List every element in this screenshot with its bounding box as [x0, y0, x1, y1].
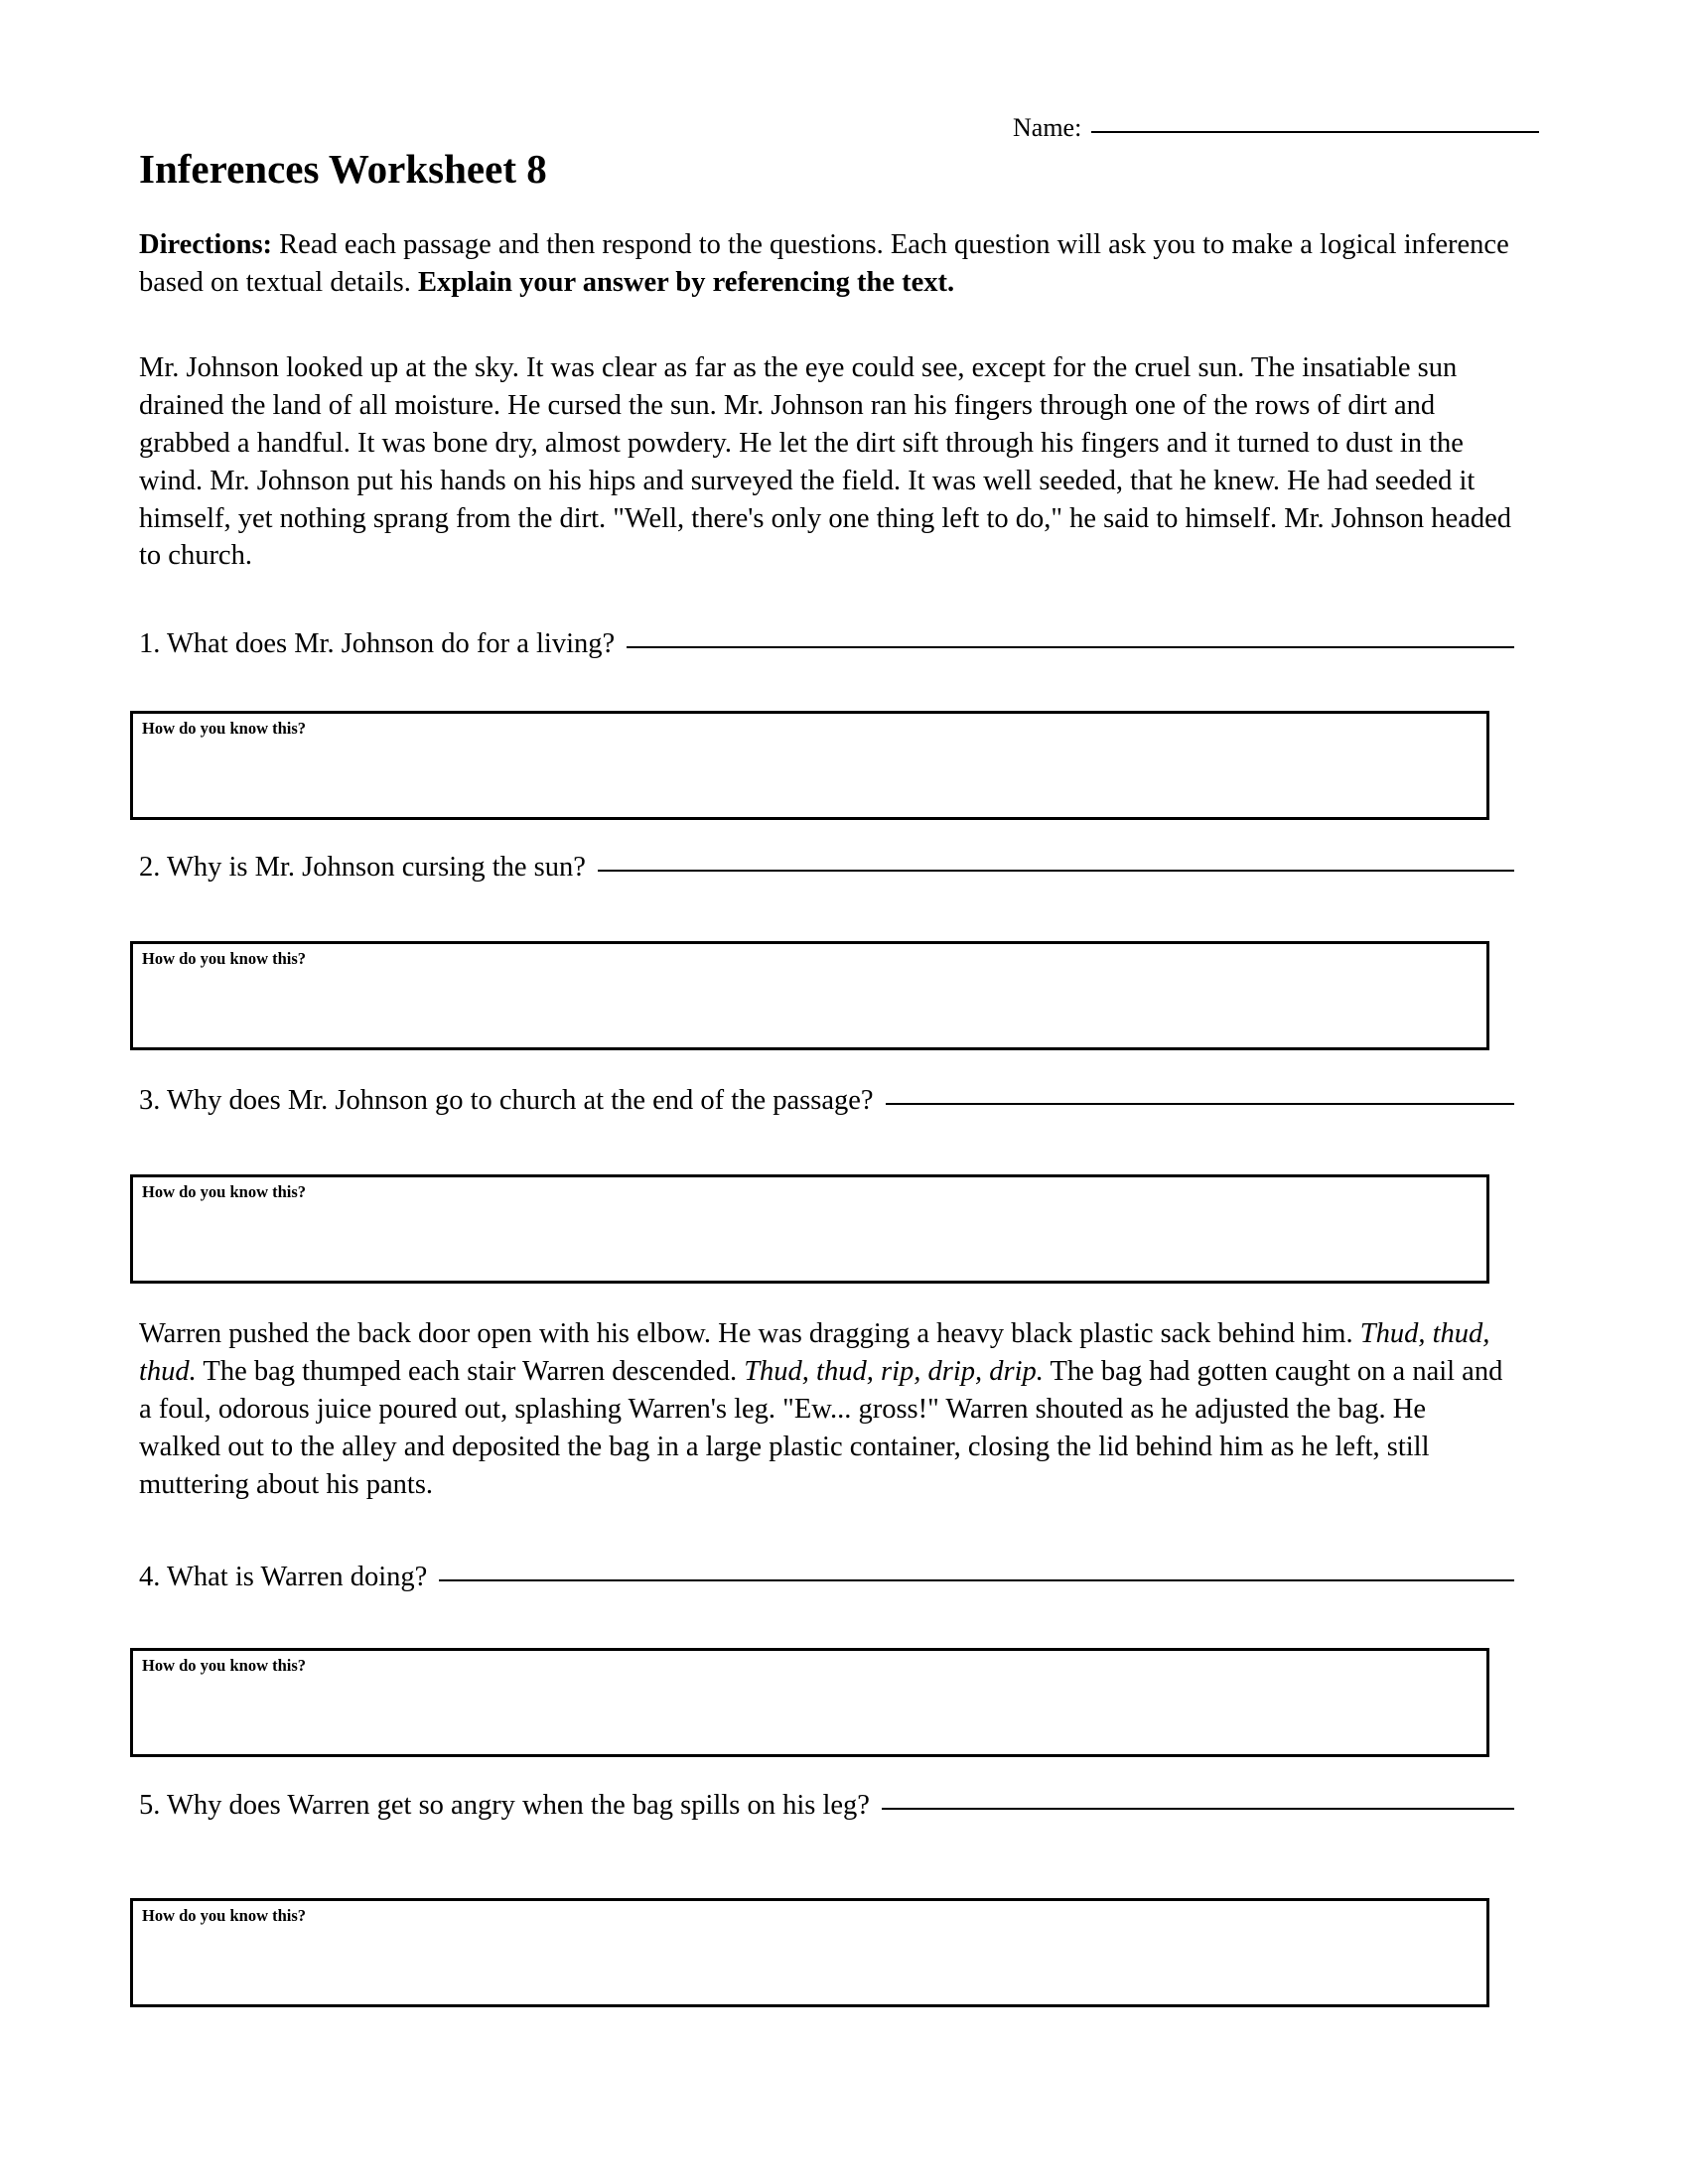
question-4-evidence-area[interactable]	[133, 1675, 1486, 1752]
directions-lead: Directions:	[139, 229, 273, 260]
question-1-evidence-box[interactable]	[130, 711, 1489, 820]
question-1-text: 1. What does Mr. Johnson do for a living?	[139, 628, 616, 659]
question-3-hint-label: How do you know this?	[142, 1182, 307, 1201]
question-2-hint-label: How do you know this?	[142, 949, 307, 968]
directions-paragraph	[139, 226, 1514, 302]
directions-emphasis: Explain your answer by referencing the text.	[417, 266, 955, 298]
page-title: Inferences Worksheet 8	[139, 146, 547, 192]
question-5-evidence-area[interactable]	[133, 1925, 1486, 2002]
question-4-answer-blank[interactable]	[439, 1579, 1514, 1581]
passage-2	[139, 1315, 1514, 1503]
question-2-answer-blank[interactable]	[598, 870, 1514, 872]
passage-2-part-3: The bag had gotten caught on a nail and a foul, odorous juice poured out, splashing Warren's leg. "Ew... gross!" Warren shouted as he adjusted the bag. He walked out to the alley and deposited the bag in a large plastic container, closing the lid behind him as he left, still muttering about his pants.	[139, 1355, 1503, 1500]
question-3-text: 3. Why does Mr. Johnson go to church at the end of the passage?	[139, 1085, 874, 1116]
question-5	[139, 1787, 1514, 1824]
passage-1-text: Mr. Johnson looked up at the sky. It was clear as far as the eye could see, except for the cruel sun. The insatiable sun drained the land of all moisture. He cursed the sun. Mr. Johnson ran his fingers through one of the rows of dirt and grabbed a handful. It was bone dry, almost powdery. He let the dirt sift through his fingers and it turned to dust in the wind. Mr. Johnson put his hands on his hips and surveyed the field. It was well seeded, that he knew. He had seeded it himself, yet nothing sprang from the dirt. "Well, there's only one thing left to do," he said to himself. Mr. Johnson headed to church.	[139, 352, 1511, 572]
question-3-evidence-box[interactable]	[130, 1174, 1489, 1284]
passage-1	[139, 349, 1514, 575]
question-1-hint-label: How do you know this?	[142, 719, 307, 738]
name-label: Name:	[1013, 113, 1082, 142]
question-4-hint-label: How do you know this?	[142, 1656, 307, 1675]
question-4-evidence-box[interactable]	[130, 1648, 1489, 1757]
name-input-blank[interactable]	[1091, 131, 1539, 133]
question-2	[139, 849, 1514, 886]
question-3-answer-blank[interactable]	[886, 1103, 1514, 1105]
question-4-text: 4. What is Warren doing?	[139, 1562, 428, 1592]
question-5-answer-blank[interactable]	[882, 1808, 1514, 1810]
question-2-evidence-box[interactable]	[130, 941, 1489, 1050]
question-3	[139, 1082, 1514, 1119]
passage-2-italic-2: Thud, thud, rip, drip, drip.	[744, 1355, 1044, 1387]
question-2-evidence-area[interactable]	[133, 968, 1486, 1045]
passage-2-part-2: The bag thumped each stair Warren descended.	[196, 1355, 745, 1387]
question-5-text: 5. Why does Warren get so angry when the bag spills on his leg?	[139, 1790, 870, 1821]
question-1-evidence-area[interactable]	[133, 738, 1486, 815]
question-5-hint-label: How do you know this?	[142, 1906, 307, 1925]
question-2-text: 2. Why is Mr. Johnson cursing the sun?	[139, 852, 586, 883]
directions-body: Read each passage and then respond to the questions. Each question will ask you to make a logical inference based on textual details.	[139, 229, 1509, 298]
question-3-evidence-area[interactable]	[133, 1201, 1486, 1279]
question-1-answer-blank[interactable]	[627, 646, 1514, 648]
question-1	[139, 625, 1514, 662]
passage-2-part-1: Warren pushed the back door open with his elbow. He was dragging a heavy black plastic sack behind him.	[139, 1318, 1360, 1349]
passage-2-italic-1: Thud, thud, thud.	[139, 1318, 1490, 1387]
question-5-evidence-box[interactable]	[130, 1898, 1489, 2007]
name-field-row	[1013, 113, 1539, 143]
question-4	[139, 1559, 1514, 1595]
